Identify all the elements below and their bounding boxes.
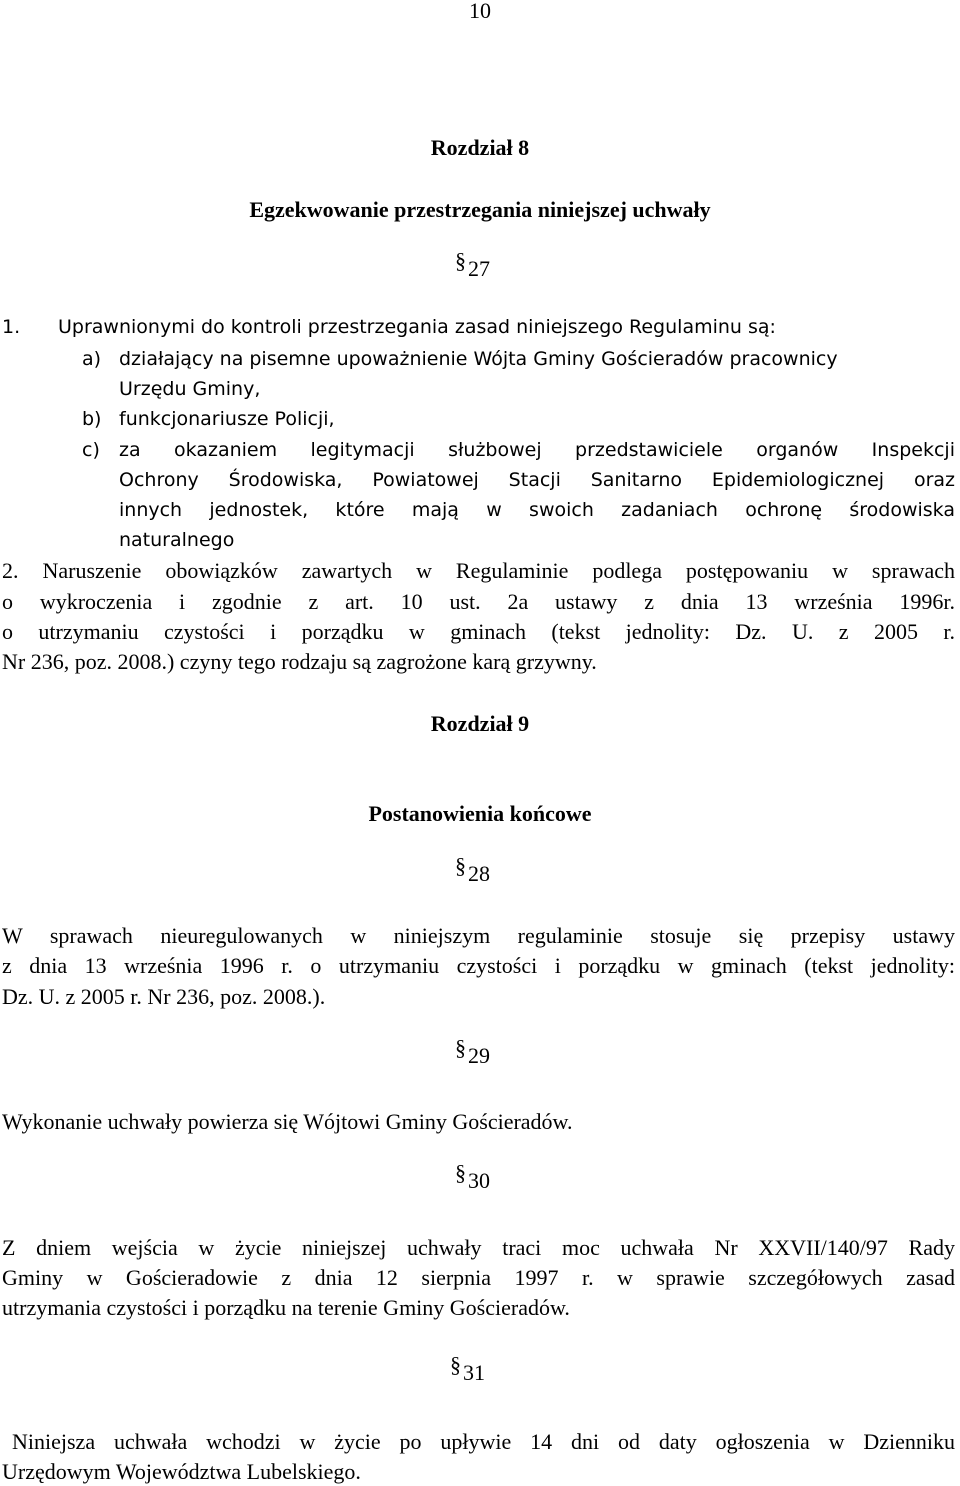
section-mark: § bbox=[455, 853, 466, 878]
item-a-label: a) bbox=[82, 348, 102, 370]
section-27-number: 27 bbox=[468, 256, 490, 281]
section-mark: § bbox=[455, 248, 466, 273]
item-c-line-3: innych jednostek, które mają w swoich zadaniach ochronę środowiska bbox=[119, 499, 955, 521]
section-30-line-1: Z dniem wejścia w życie niniejszej uchwały traci moc uchwała Nr XXVII/140/97 Rady bbox=[2, 1235, 955, 1260]
section-28-line-1: W sprawach nieuregulowanych w niniejszym regulaminie stosuje się przepisy ustawy bbox=[2, 923, 955, 948]
page-number: 10 bbox=[469, 0, 491, 23]
paragraph-2-line-2: o wykroczenia i zgodnie z art. 10 ust. 2a ustawy z dnia 13 września 1996r. bbox=[2, 589, 955, 614]
section-28-heading bbox=[455, 853, 490, 886]
section-28-line-3: Dz. U. z 2005 r. Nr 236, poz. 2008.). bbox=[2, 984, 326, 1009]
item-b-text: funkcjonariusze Policji, bbox=[119, 408, 335, 430]
item-c-line-1: za okazaniem legitymacji służbowej przedstawiciele organów Inspekcji bbox=[119, 439, 955, 461]
item-a-line-1: działający na pisemne upoważnienie Wójta Gminy Gościeradów pracownicy bbox=[119, 348, 838, 370]
section-mark: § bbox=[455, 1035, 466, 1060]
item-c-line-4: naturalnego bbox=[119, 529, 235, 551]
item-a-line-2: Urzędu Gminy, bbox=[119, 378, 261, 400]
section-mark: § bbox=[455, 1160, 466, 1185]
section-30-line-2: Gminy w Gościeradowie z dnia 12 sierpnia 1997 r. w sprawie szczegółowych zasad bbox=[2, 1265, 955, 1290]
item-c-line-2: Ochrony Środowiska, Powiatowej Stacji Sanitarno Epidemiologicznej oraz bbox=[119, 469, 955, 491]
section-31-number: 31 bbox=[463, 1360, 485, 1385]
chapter-9-heading: Rozdział 9 bbox=[430, 711, 530, 736]
section-29-heading bbox=[455, 1035, 490, 1068]
section-28-line-2: z dnia 13 września 1996 r. o utrzymaniu czystości i porządku w gminach (tekst jednolity: bbox=[2, 953, 955, 978]
item-b-label: b) bbox=[82, 408, 102, 430]
paragraph-2-line-4: Nr 236, poz. 2008.) czyny tego rodzaju są zagrożone karą grzywny. bbox=[2, 649, 597, 674]
section-28-number: 28 bbox=[468, 861, 490, 886]
item-c-label: c) bbox=[82, 439, 100, 461]
section-27-heading bbox=[455, 248, 490, 281]
section-31-heading bbox=[450, 1352, 485, 1385]
section-31-line-2: Urzędowym Województwa Lubelskiego. bbox=[2, 1459, 361, 1484]
section-29-text: Wykonanie uchwały powierza się Wójtowi Gminy Gościeradów. bbox=[2, 1109, 573, 1134]
chapter-9-title: Postanowienia końcowe bbox=[368, 801, 592, 826]
paragraph-2-line-3: o utrzymaniu czystości i porządku w gminach (tekst jednolity: Dz. U. z 2005 r. bbox=[2, 619, 955, 644]
paragraph-1-text: Uprawnionymi do kontroli przestrzegania zasad niniejszego Regulaminu są: bbox=[58, 316, 776, 338]
chapter-8-title: Egzekwowanie przestrzegania niniejszej uchwały bbox=[249, 197, 711, 222]
paragraph-1-number: 1. bbox=[2, 316, 21, 338]
chapter-8-heading: Rozdział 8 bbox=[430, 135, 530, 160]
section-30-line-3: utrzymania czystości i porządku na terenie Gminy Gościeradów. bbox=[2, 1295, 570, 1320]
section-29-number: 29 bbox=[468, 1043, 490, 1068]
section-30-heading bbox=[455, 1160, 490, 1193]
section-31-line-1: Niniejsza uchwała wchodzi w życie po upływie 14 dni od daty ogłoszenia w Dzienniku bbox=[12, 1429, 955, 1454]
section-30-number: 30 bbox=[468, 1168, 490, 1193]
paragraph-2-line-1: 2. Naruszenie obowiązków zawartych w Regulaminie podlega postępowaniu w sprawach bbox=[2, 558, 955, 583]
section-mark: § bbox=[450, 1352, 461, 1377]
